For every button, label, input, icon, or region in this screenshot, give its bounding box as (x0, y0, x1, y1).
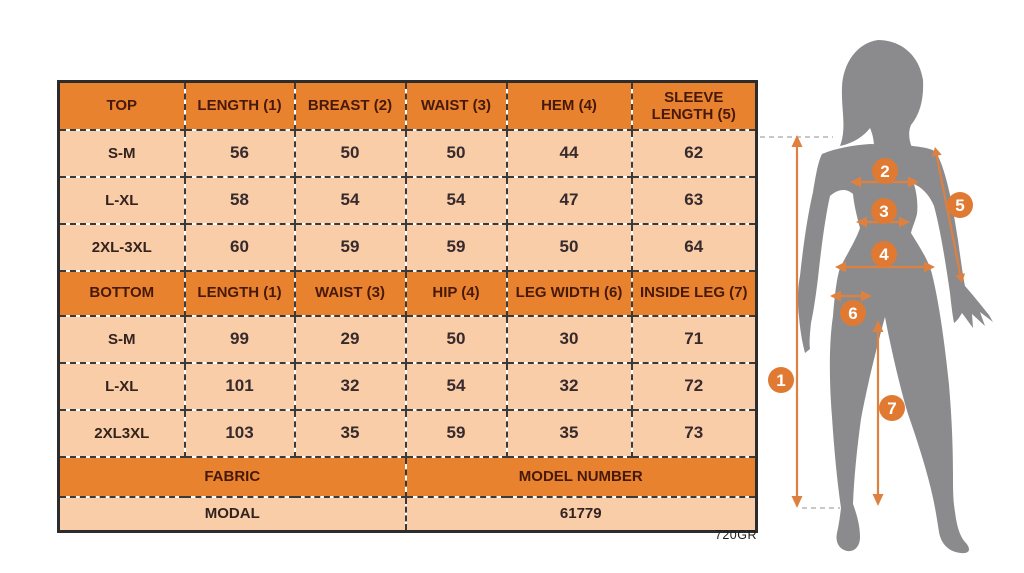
measure-value: 35 (295, 410, 406, 457)
measure-value: 29 (295, 316, 406, 363)
measure-point-number: 2 (880, 162, 890, 181)
measure-value: 54 (295, 177, 406, 224)
measure-value: 72 (632, 363, 757, 410)
measure-value: 54 (406, 363, 507, 410)
table-row (59, 363, 757, 410)
top-header-row (59, 82, 757, 130)
measure-value: 64 (632, 224, 757, 271)
measure-value: 54 (406, 177, 507, 224)
top-header-cell: BREAST (2) (295, 82, 406, 130)
measure-point-number: 1 (776, 371, 786, 390)
size-label: 2XL-3XL (59, 224, 185, 271)
measure-value: 101 (185, 363, 295, 410)
measure-value: 62 (632, 130, 757, 177)
top-header-cell: HEM (4) (507, 82, 632, 130)
weight-note: 720GR (714, 528, 757, 542)
size-label: S-M (59, 316, 185, 363)
measure-point-3 (871, 198, 897, 224)
measure-value: 59 (406, 224, 507, 271)
top-header-cell: SLEEVE LENGTH (5) (632, 82, 757, 130)
bottom-header-cell: WAIST (3) (295, 271, 406, 316)
measure-value: 50 (295, 130, 406, 177)
measure-value: 44 (507, 130, 632, 177)
top-header-cell: TOP (59, 82, 185, 130)
size-label: L-XL (59, 363, 185, 410)
table-row (59, 224, 757, 271)
measure-value: 50 (507, 224, 632, 271)
measure-value: 103 (185, 410, 295, 457)
measure-value: 59 (295, 224, 406, 271)
measure-point-number: 6 (848, 304, 858, 323)
bottom-header-cell: LEG WIDTH (6) (507, 271, 632, 316)
size-chart-table (57, 80, 758, 533)
measure-point-5 (947, 192, 973, 218)
top-header-cell: LENGTH (1) (185, 82, 295, 130)
measure-point-number: 7 (887, 399, 897, 418)
bottom-header-cell: BOTTOM (59, 271, 185, 316)
measure-value: 50 (406, 316, 507, 363)
table-row (59, 316, 757, 363)
measure-value: 56 (185, 130, 295, 177)
table-row (59, 410, 757, 457)
measure-value: 47 (507, 177, 632, 224)
measure-value: 59 (406, 410, 507, 457)
silhouette-head (840, 40, 923, 148)
female-silhouette-graphic (798, 40, 993, 553)
measure-value: 30 (507, 316, 632, 363)
bottom-header-row (59, 271, 757, 316)
fabric-header-cell: FABRIC (59, 457, 406, 497)
measure-value: 32 (507, 363, 632, 410)
measure-value: 63 (632, 177, 757, 224)
measure-value: 60 (185, 224, 295, 271)
measure-point-1 (768, 367, 794, 393)
measure-value: 73 (632, 410, 757, 457)
size-label: S-M (59, 130, 185, 177)
measure-point-number: 5 (955, 196, 965, 215)
measure-point-number: 4 (879, 245, 889, 264)
fabric-header-row (59, 457, 757, 497)
measure-value: 58 (185, 177, 295, 224)
measure-point-4 (871, 241, 897, 267)
measure-point-number: 3 (879, 202, 889, 221)
model-number-value-cell: 61779 (406, 497, 757, 532)
measure-point-2 (872, 158, 898, 184)
size-label: 2XL3XL (59, 410, 185, 457)
size-label: L-XL (59, 177, 185, 224)
measurement-figure (760, 20, 1024, 560)
fabric-value-cell: MODAL (59, 497, 406, 532)
measure-point-7 (879, 395, 905, 421)
fabric-value-row (59, 497, 757, 532)
bottom-header-cell: INSIDE LEG (7) (632, 271, 757, 316)
table-row (59, 177, 757, 224)
measure-value: 35 (507, 410, 632, 457)
bottom-header-cell: HIP (4) (406, 271, 507, 316)
measure-point-6 (840, 300, 866, 326)
measure-value: 99 (185, 316, 295, 363)
measure-value: 71 (632, 316, 757, 363)
table-row (59, 130, 757, 177)
top-header-cell: WAIST (3) (406, 82, 507, 130)
model-number-header-cell: MODEL NUMBER (406, 457, 757, 497)
measure-value: 50 (406, 130, 507, 177)
measure-value: 32 (295, 363, 406, 410)
bottom-header-cell: LENGTH (1) (185, 271, 295, 316)
